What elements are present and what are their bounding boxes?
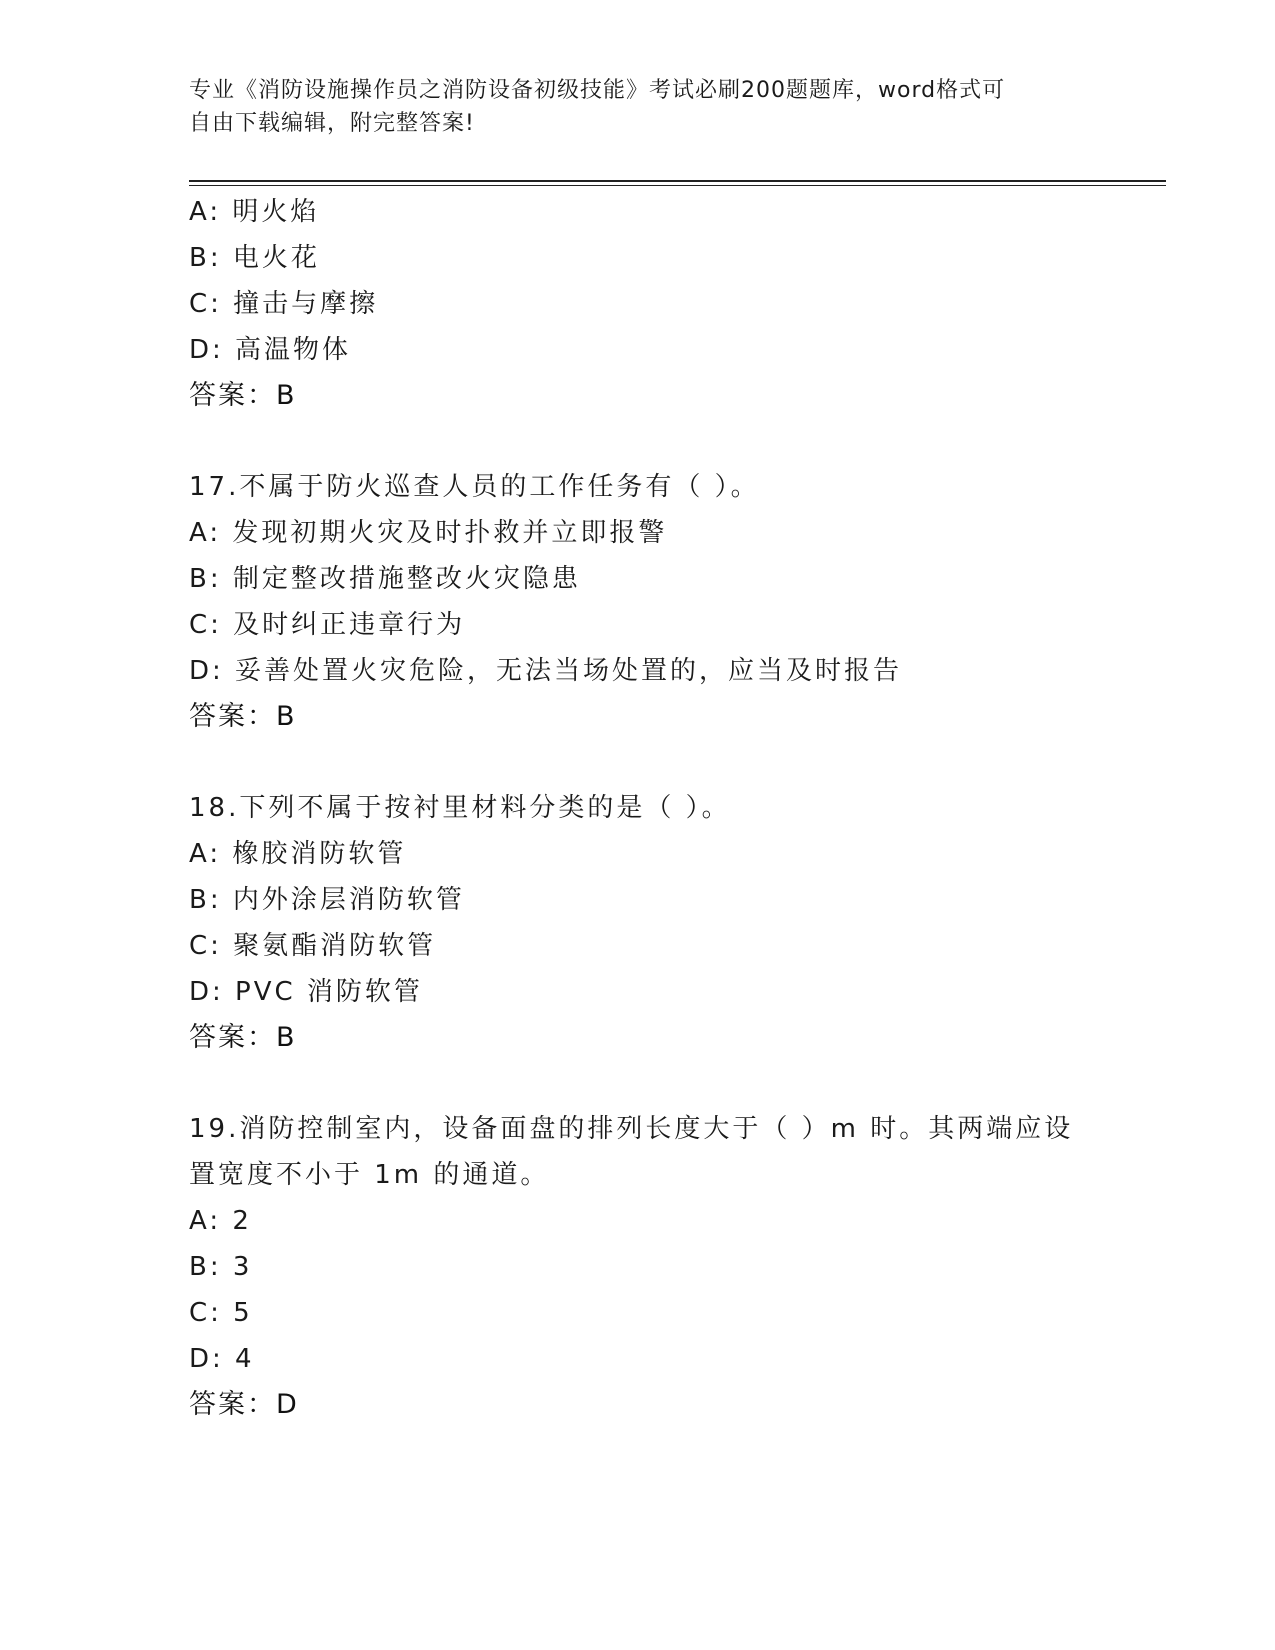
option-d: D: 4 [189,1344,255,1374]
option-d: D: 高温物体 [189,335,352,365]
option-a: A: 橡胶消防软管 [189,839,407,869]
option-a: A: 发现初期火灾及时扑救并立即报警 [189,518,668,548]
question-list [189,189,1149,1428]
option-b: B: 电火花 [189,243,320,273]
question-19 [189,1106,1149,1428]
spacer [189,740,1149,785]
header-line-1: 专业《消防设施操作员之消防设备初级技能》考试必刷200题题库，word格式可 [189,78,1006,103]
answer-line: 答案：B [189,701,297,732]
answer-line: 答案：B [189,1022,297,1053]
option-b: B: 制定整改措施整改火灾隐患 [189,564,581,594]
header-divider [189,180,1166,186]
question-stem: 19.消防控制室内，设备面盘的排列长度大于（ ）m 时。其两端应设 [189,1114,1074,1144]
option-b: B: 内外涂层消防软管 [189,885,465,915]
option-c: C: 撞击与摩擦 [189,289,379,319]
option-c: C: 及时纠正违章行为 [189,610,466,640]
header-line-2: 自由下载编辑，附完整答案! [189,111,475,136]
question-stem: 17.不属于防火巡查人员的工作任务有（ ）。 [189,472,760,502]
answer-line: 答案：B [189,380,297,411]
option-c: C: 5 [189,1298,253,1328]
question-18 [189,785,1149,1061]
spacer [189,419,1149,464]
answer-line: 答案：D [189,1389,299,1420]
option-a: A: 2 [189,1206,252,1236]
question-stem-continued: 置宽度不小于 1m 的通道。 [189,1160,550,1190]
question-16 [189,189,1149,419]
option-c: C: 聚氨酯消防软管 [189,931,437,961]
question-17 [189,464,1149,740]
spacer [189,1061,1149,1106]
option-d: D: 妥善处置火灾危险，无法当场处置的，应当及时报告 [189,656,903,686]
option-b: B: 3 [189,1252,253,1282]
option-a: A: 明火焰 [189,197,320,227]
option-d: D: PVC 消防软管 [189,977,423,1007]
question-stem: 18.下列不属于按衬里材料分类的是（ ）。 [189,793,731,823]
document-header [189,74,1089,140]
